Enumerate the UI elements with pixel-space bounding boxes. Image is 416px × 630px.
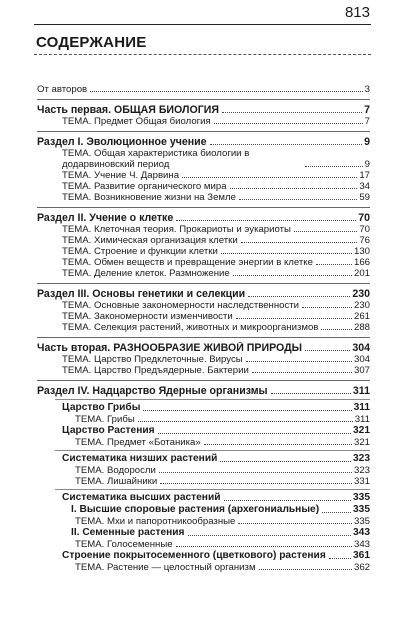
toc-topic[interactable] — [37, 192, 370, 203]
toc-entry-page: 201 — [353, 268, 370, 279]
toc-topic[interactable] — [37, 257, 370, 268]
toc-separator — [55, 399, 370, 400]
toc-entry-page: 304 — [352, 342, 370, 354]
dot-leader — [176, 220, 356, 221]
toc-separator — [37, 207, 370, 208]
toc-entry-title: Часть вторая. РАЗНООБРАЗИЕ ЖИВОЙ ПРИРОДЫ — [37, 342, 303, 354]
dot-leader — [305, 166, 363, 167]
toc-entry-page: 307 — [353, 365, 370, 376]
toc-entry-title: Раздел III. Основы генетики и селекции — [37, 288, 246, 300]
toc-entry-title: ТЕМА. Грибы — [75, 414, 135, 425]
toc-topic[interactable] — [37, 246, 370, 257]
toc-separator — [37, 131, 370, 132]
header-rule — [34, 24, 371, 25]
toc-topic[interactable] — [37, 539, 370, 550]
toc-separator — [37, 337, 370, 338]
toc-entry-title: ТЕМА. Учение Ч. Дарвина — [62, 170, 180, 181]
toc-topic[interactable] — [37, 170, 370, 181]
dot-leader — [252, 372, 352, 373]
toc-entry-page: 343 — [353, 539, 370, 550]
dot-leader — [230, 188, 358, 189]
dot-leader — [176, 546, 352, 547]
toc-section-heading[interactable] — [37, 385, 370, 397]
toc-entry-title: От авторов — [37, 84, 88, 95]
toc-topic[interactable] — [37, 300, 370, 311]
toc-entry-page: 70 — [358, 212, 370, 224]
toc-entry-page: 323 — [353, 453, 370, 464]
toc-entry-page: 9 — [364, 159, 370, 170]
dot-leader — [221, 253, 352, 254]
toc-entry-page: 230 — [352, 288, 370, 300]
toc-section-heading[interactable] — [37, 212, 370, 224]
dot-leader — [248, 296, 350, 297]
toc-entry-page: 7 — [364, 116, 370, 127]
dot-leader — [220, 461, 351, 462]
dot-leader — [302, 307, 352, 308]
toc-entry-title: ТЕМА. Развитие органического мира — [62, 181, 227, 192]
toc-entry-title: ТЕМА. Водоросли — [75, 465, 156, 476]
dot-leader — [158, 433, 351, 434]
toc-separator — [37, 380, 370, 381]
toc-entry-title: ТЕМА. Строение и функции клетки — [62, 246, 218, 257]
toc-topic[interactable] — [37, 322, 370, 333]
toc-subsection-heading[interactable] — [37, 453, 370, 465]
dot-leader — [182, 177, 357, 178]
toc-separator — [37, 283, 370, 284]
toc-entry-title: Раздел IV. Надцарство Ядерные организмы — [37, 385, 268, 397]
dot-leader — [224, 500, 352, 501]
dot-leader — [271, 393, 351, 394]
toc-entry-title: ТЕМА. Клеточная теория. Прокариоты и эукариоты — [62, 224, 291, 235]
dot-leader — [259, 569, 352, 570]
toc-entry-page: 230 — [353, 300, 370, 311]
toc-entry-page: 261 — [353, 311, 370, 322]
toc-topic[interactable] — [37, 224, 370, 235]
toc-entry-title: ТЕМА. Предмет «Ботаника» — [75, 437, 201, 448]
toc-topic[interactable] — [37, 414, 370, 425]
dot-leader — [294, 231, 357, 232]
toc-entry-page: 343 — [353, 527, 370, 538]
dot-leader — [239, 199, 357, 200]
page-title: СОДЕРЖАНИЕ — [36, 34, 147, 51]
dot-leader — [322, 512, 351, 513]
toc-topic[interactable] — [37, 268, 370, 279]
page-number: 813 — [344, 4, 370, 21]
dot-leader — [214, 123, 363, 124]
toc-topic[interactable] — [37, 516, 370, 527]
toc-topic[interactable] — [37, 465, 370, 476]
toc-topic[interactable] — [37, 148, 370, 170]
toc-entry-page: 9 — [364, 136, 370, 148]
toc-topic[interactable] — [37, 235, 370, 246]
toc-topic[interactable] — [37, 311, 370, 322]
toc-entry-title: Систематика высших растений — [62, 492, 221, 503]
toc-entry-title: ТЕМА. Закономерности изменчивости — [62, 311, 233, 322]
toc-entry-title: Раздел II. Учение о клетке — [37, 212, 174, 224]
toc-entry-page: 311 — [353, 402, 370, 413]
toc-entry-title: ТЕМА. Деление клеток. Размножение — [62, 268, 230, 279]
dot-leader — [188, 535, 352, 536]
toc-entry-title: ТЕМА. Лишайники — [75, 476, 158, 487]
toc-entry-title: ТЕМА. Селекция растений, животных и микроорганизмов — [62, 322, 319, 333]
toc-subsection-heading[interactable] — [37, 402, 370, 414]
toc-separator — [55, 489, 370, 490]
toc-entry-page: 335 — [353, 504, 370, 515]
toc-entry-page: 59 — [359, 192, 370, 203]
toc-entry-page: 76 — [359, 235, 370, 246]
dot-leader — [329, 558, 351, 559]
table-of-contents — [37, 84, 370, 573]
toc-section-heading[interactable] — [37, 136, 370, 148]
dot-leader — [321, 329, 352, 330]
toc-entry-page: 70 — [359, 224, 370, 235]
toc-entry-title: Царство Грибы — [62, 402, 141, 413]
dot-leader — [236, 318, 352, 319]
toc-entry-page: 335 — [353, 516, 370, 527]
toc-entry-title: ТЕМА. Химическая организация клетки — [62, 235, 238, 246]
toc-subsection-heading[interactable] — [37, 527, 370, 539]
toc-subsection-heading[interactable] — [37, 550, 370, 562]
toc-entry-page: 323 — [353, 465, 370, 476]
title-rule — [34, 54, 371, 55]
toc-topic[interactable] — [37, 181, 370, 192]
toc-topic[interactable] — [37, 116, 370, 127]
toc-entry-title: ТЕМА. Основные закономерности наследственности — [62, 300, 300, 311]
dot-leader — [90, 91, 363, 92]
toc-entry-page: 361 — [353, 550, 370, 561]
toc-entry-page: 17 — [359, 170, 370, 181]
dot-leader — [204, 444, 352, 445]
toc-entry-title: Раздел I. Эволюционное учение — [37, 136, 207, 148]
toc-entry-page: 7 — [364, 104, 370, 116]
toc-entry[interactable] — [37, 84, 370, 95]
toc-entry-page: 130 — [353, 246, 370, 257]
toc-subsection-heading[interactable] — [37, 504, 370, 516]
dot-leader — [305, 350, 350, 351]
toc-entry-title: ТЕМА. Обмен веществ и превращение энергии в клетке — [62, 257, 313, 268]
toc-entry-page: 321 — [353, 437, 370, 448]
toc-entry-page: 304 — [353, 354, 370, 365]
toc-entry-page: 34 — [359, 181, 370, 192]
toc-section-heading[interactable] — [37, 104, 370, 116]
toc-entry-page: 311 — [352, 385, 370, 397]
toc-topic[interactable] — [37, 354, 370, 365]
toc-entry-title: ТЕМА. Предмет Общая биология — [62, 116, 211, 127]
toc-section-heading[interactable] — [37, 288, 370, 300]
toc-entry-page: 335 — [353, 492, 370, 503]
toc-topic[interactable] — [37, 476, 370, 487]
dot-leader — [138, 421, 353, 422]
toc-separator — [55, 450, 370, 451]
dot-leader — [210, 144, 363, 145]
toc-topic[interactable] — [37, 562, 370, 573]
toc-entry-page: 3 — [364, 84, 370, 95]
toc-entry-title: ТЕМА. Общая характеристика биологии в додарвиновский период — [62, 148, 250, 170]
dot-leader — [241, 242, 358, 243]
toc-subsection-heading[interactable] — [37, 492, 370, 504]
toc-entry-title: ТЕМА. Растение — целостный организм — [75, 562, 256, 573]
dot-leader — [222, 112, 362, 113]
toc-subsection-heading[interactable] — [37, 425, 370, 437]
toc-entry-page: 166 — [353, 257, 370, 268]
toc-entry-title: Часть первая. ОБЩАЯ БИОЛОГИЯ — [37, 104, 219, 116]
dot-leader — [238, 523, 352, 524]
dot-leader — [316, 264, 352, 265]
toc-separator — [37, 99, 370, 100]
toc-entry-title: ТЕМА. Царство Предъядерные. Бактерии — [62, 365, 249, 376]
dot-leader — [159, 472, 352, 473]
toc-entry-title: Систематика низших растений — [62, 453, 218, 464]
toc-entry-page: 311 — [354, 414, 370, 425]
dot-leader — [160, 483, 352, 484]
dot-leader — [143, 410, 351, 411]
toc-entry-title: Царство Растения — [62, 425, 155, 436]
dot-leader — [246, 361, 352, 362]
toc-entry-page: 321 — [353, 425, 370, 436]
toc-entry-title: ТЕМА. Голосеменные — [75, 539, 173, 550]
toc-entry-title: ТЕМА. Возникновение жизни на Земле — [62, 192, 236, 203]
toc-entry-page: 288 — [353, 322, 370, 333]
toc-entry-title: ТЕМА. Царство Предклеточные. Вирусы — [62, 354, 243, 365]
toc-entry-title: Строение покрытосеменного (цветкового) растения — [62, 550, 326, 561]
toc-topic[interactable] — [37, 437, 370, 448]
toc-entry-title: ТЕМА. Мхи и папоротникообразные — [75, 516, 236, 527]
toc-entry-page: 331 — [353, 476, 370, 487]
dot-leader — [233, 275, 352, 276]
toc-entry-page: 362 — [353, 562, 370, 573]
toc-entry-title: I. Высшие споровые растения (архегониальные) — [71, 504, 320, 515]
toc-entry-title: II. Семенные растения — [71, 527, 185, 538]
toc-section-heading[interactable] — [37, 342, 370, 354]
toc-topic[interactable] — [37, 365, 370, 376]
